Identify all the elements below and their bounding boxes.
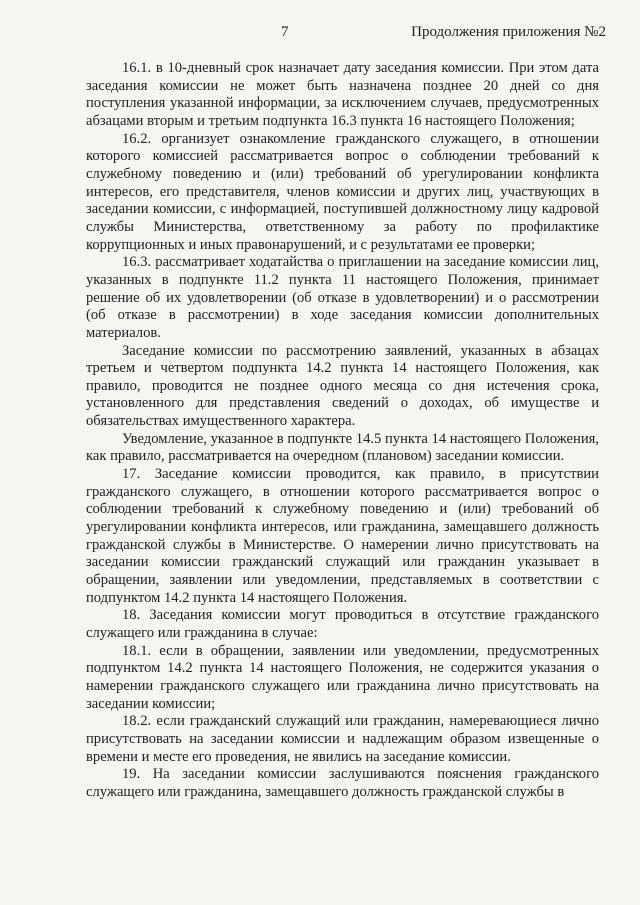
paragraph-18: 18. Заседания комиссии могут проводиться в отсутствие гражданского служащего или гражданина в случае:	[86, 607, 599, 641]
appendix-title: Продолжения приложения №2	[411, 24, 606, 40]
paragraph-16-3: 16.3. рассматривает ходатайства о приглашении на заседание комиссии лиц, указанных в подпункте 11.2 пункта 11 настоящего Положения, принимает решение об их удовлетворении (об отказе в удовлетворении) и о рассмотрении (об отказе в рассмотрении) в ходе заседания комиссии дополнительных материалов.	[86, 254, 599, 341]
paragraph-applications-meeting: Заседание комиссии по рассмотрению заявлений, указанных в абзацах третьем и четвертом подпункта 14.2 пункта 14 настоящего Положения, как правило, проводится не позднее одного месяца со дня истечения срока, установленного для представления сведений о доходах, об имуществе и обязательствах имущественного характера.	[86, 342, 599, 430]
paragraph-16-2: 16.2. организует ознакомление гражданского служащего, в отношении которого комиссией рассматривается вопрос о соблюдении требований к служебному поведению и (или) требований об урегулировании конфликта интересов, его представителя, членов комиссии и других лиц, участвующих в заседании комиссии, с информацией, поступившей должностному лицу кадровой службы Министерства, ответственному за работу по профилактике коррупционных и иных правонарушений, и с результатами ее проверки;	[86, 130, 599, 253]
paragraph-18-2: 18.2. если гражданский служащий или гражданин, намеревающиеся лично присутствовать на заседании комиссии и надлежащим образом извещенные о времени и месте его проведения, не явились на заседание комиссии.	[86, 713, 599, 765]
document-body	[86, 60, 599, 802]
page-number: 7	[281, 24, 289, 40]
paragraph-18-1: 18.1. если в обращении, заявлении или уведомлении, предусмотренных подпунктом 14.2 пункта 14 настоящего Положения, не содержится указания о намерении гражданского служащего или гражданина лично присутствовать на заседании комиссии;	[86, 642, 599, 712]
paragraph-16-1: 16.1. в 10-дневный срок назначает дату заседания комиссии. При этом дата заседания комиссии не может быть назначена позднее 20 дней со дня поступления указанной информации, за исключением случаев, предусмотренных абзацами вторым и третьим подпункта 16.3 пункта 16 настоящего Положения;	[86, 60, 599, 129]
paragraph-17: 17. Заседание комиссии проводится, как правило, в присутствии гражданского служащего, в отношении которого рассматривается вопрос о соблюдении требований к служебному поведению и (или) требований об урегулировании конфликта интересов, или гражданина, замещавшего должность гражданской службы в Министерстве. О намерении лично присутствовать на заседании комиссии гражданский служащий или гражданин указывает в обращении, заявлении или уведомлении, представляемых в соответствии с подпунктом 14.2 пункта 14 настоящего Положения.	[86, 466, 599, 606]
paragraph-19: 19. На заседании комиссии заслушиваются пояснения гражданского служащего или гражданина, замещавшего должность гражданской службы в	[86, 766, 599, 800]
page-header	[0, 24, 640, 46]
paragraph-notification: Уведомление, указанное в подпункте 14.5 пункта 14 настоящего Положения, как правило, рассматривается на очередном (плановом) заседании комиссии.	[86, 430, 599, 465]
